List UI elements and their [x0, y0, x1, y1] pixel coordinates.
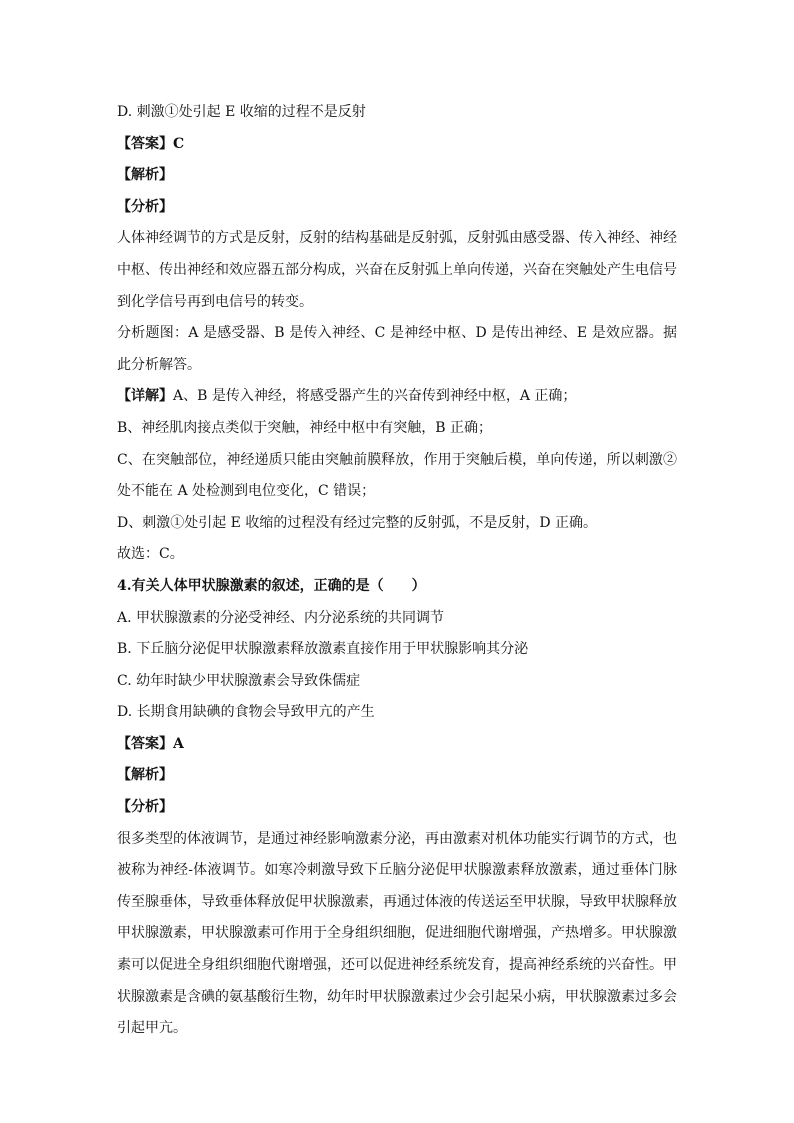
q4-jiexi-heading: 【解析】 — [117, 767, 173, 784]
q4-fenxi-heading: 【分析】 — [117, 799, 173, 816]
q4-stem: 4.有关人体甲状腺激素的叙述，正确的是（ ） — [117, 577, 426, 594]
q3-detail-a — [117, 381, 677, 413]
q3-answer-value: C — [173, 135, 185, 152]
q3-detail-d: D、刺激①处引起 E 收缩的过程没有经过完整的反射弧，不是反射，D 正确。 — [117, 514, 598, 531]
q3-answer-label: 【答案】 — [117, 135, 173, 152]
q3-analysis-paragraph-2: 分析题图：A 是感受器、B 是传入神经、C 是神经中枢、D 是传出神经、E 是效应器。据此分析解答。 — [117, 325, 677, 373]
q3-choose: 故选：C。 — [117, 546, 184, 563]
q3-detail-label: 【详解】 — [117, 388, 173, 405]
q3-fenxi-heading: 【分析】 — [117, 198, 173, 215]
q4-analysis-paragraph-1: 很多类型的体液调节，是通过神经影响激素分泌，再由激素对机体功能实行调节的方式，也被称为神经-体液调节。如寒冷刺激导致下丘脑分泌促甲状腺激素释放激素，通过垂体门脉传至腺垂体，导致垂体释放促甲状腺激素，再通过体液的传送运至甲状腺，导致甲状腺释放甲状腺激素，甲状腺激素可作用于全身组织细胞，促进细胞代谢增强，产热增多。甲状腺激素可以促进全身组织细胞代谢增强，还可以促进神经系统发育，提高神经系统的兴奋性。甲状腺激素是含碘的氨基酸衍生物，幼年时甲状腺激素过少会引起呆小病，甲状腺激素过多会引起甲亢。 — [117, 830, 677, 1037]
q4-option-b: B. 下丘脑分泌促甲状腺激素释放激素直接作用于甲状腺影响其分泌 — [117, 641, 529, 658]
q4-answer-value: A — [173, 735, 184, 752]
document-content — [117, 97, 677, 1045]
q3-detail-a-text: A、B 是传入神经，将感受器产生的兴奋传到神经中枢，A 正确； — [173, 388, 577, 405]
q4-option-d: D. 长期食用缺碘的食物会导致甲亢的产生 — [117, 704, 375, 721]
q3-answer — [117, 129, 677, 161]
q4-option-c: C. 幼年时缺少甲状腺激素会导致侏儒症 — [117, 672, 361, 689]
q3-analysis-paragraph-1: 人体神经调节的方式是反射，反射的结构基础是反射弧，反射弧由感受器、传入神经、神经中枢、传出神经和效应器五部分构成，兴奋在反射弧上单向传递，兴奋在突触处产生电信号到化学信号再到电信号的转变。 — [117, 230, 677, 310]
q3-detail-c: C、在突触部位，神经递质只能由突触前膜释放，作用于突触后模，单向传递，所以刺激②处不能在 A 处检测到电位变化，C 错误； — [117, 451, 677, 500]
q3-detail-b: B、神经肌肉接点类似于突触，神经中枢中有突触，B 正确； — [117, 419, 493, 436]
q4-answer-label: 【答案】 — [117, 735, 173, 752]
q4-answer — [117, 729, 677, 761]
q3-jiexi-heading: 【解析】 — [117, 167, 173, 184]
q4-option-a: A. 甲状腺激素的分泌受神经、内分泌系统的共同调节 — [117, 609, 445, 626]
q3-option-d: D. 刺激①处引起 E 收缩的过程不是反射 — [117, 104, 366, 120]
